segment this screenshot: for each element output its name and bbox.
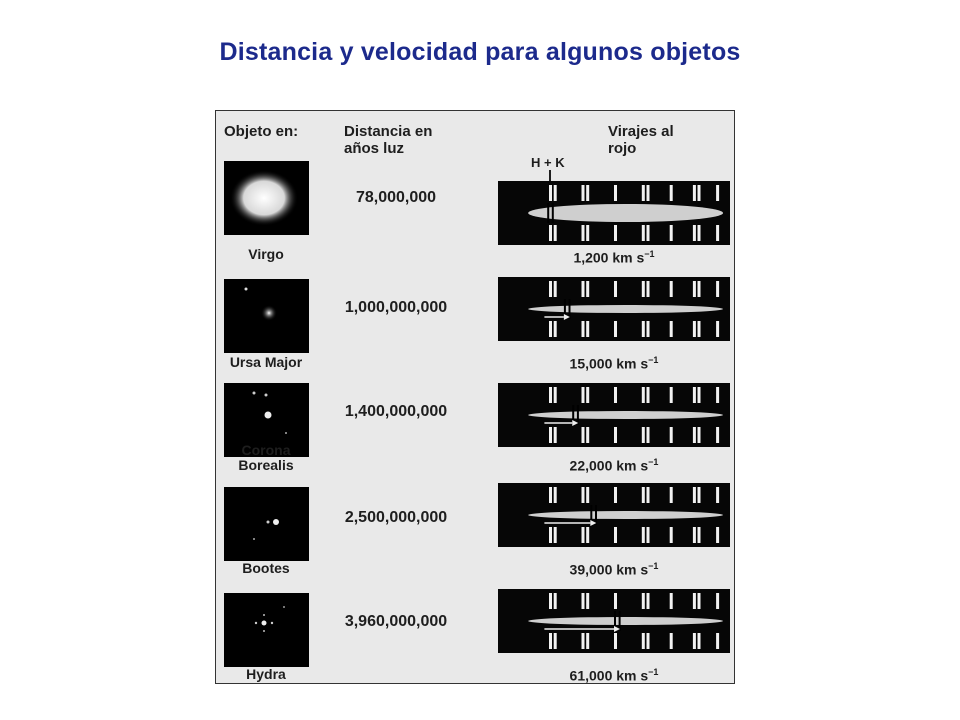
- lamp-line-bottom: [554, 427, 557, 443]
- spectrum-hydra: [498, 589, 730, 653]
- object-name-bootes: Bootes: [242, 560, 290, 576]
- spectrum-bootes: [498, 483, 730, 547]
- lamp-line-bottom: [582, 225, 585, 241]
- velocity-value-bootes: 39,000 km s: [569, 561, 649, 578]
- header-redshift-line1: Virajes al: [608, 123, 674, 140]
- lamp-line-top: [582, 593, 585, 609]
- lamp-line-bottom: [642, 225, 645, 241]
- lamp-line-top: [614, 387, 617, 403]
- lamp-line-bottom: [693, 225, 696, 241]
- hk-absorption-line: [552, 203, 554, 223]
- lamp-line-bottom: [554, 633, 557, 649]
- lamp-line-bottom: [586, 225, 589, 241]
- galaxy-spectrum-band: [528, 411, 723, 419]
- header-object: Objeto en:: [224, 123, 299, 140]
- lamp-line-bottom: [586, 321, 589, 337]
- object-name-corona-line2: Borealis: [238, 457, 294, 473]
- header-redshift-line2: rojo: [608, 140, 637, 157]
- lamp-line-bottom: [698, 225, 701, 241]
- velocity-hydra: [498, 667, 730, 684]
- lamp-line-top: [647, 593, 650, 609]
- lamp-line-top: [716, 185, 719, 201]
- galaxy-image-virgo: [224, 161, 309, 235]
- distance-hydra: 3,960,000,000: [344, 613, 448, 630]
- hubble-redshift-figure: [215, 110, 735, 684]
- lamp-line-top: [554, 387, 557, 403]
- lamp-line-top: [614, 281, 617, 297]
- lamp-line-bottom: [586, 527, 589, 543]
- lamp-line-bottom: [670, 225, 673, 241]
- lamp-line-bottom: [647, 527, 650, 543]
- galaxy-spectrum-band: [528, 204, 723, 222]
- lamp-line-top: [647, 281, 650, 297]
- lamp-line-top: [698, 185, 701, 201]
- velocity-unit-exp-corona-borealis: −1: [648, 457, 659, 467]
- velocity-bootes: [498, 561, 730, 578]
- lamp-line-top: [647, 487, 650, 503]
- galaxy-spectrum-band: [528, 617, 723, 625]
- lamp-line-bottom: [670, 427, 673, 443]
- velocity-value-virgo: 1,200 km s: [573, 249, 645, 266]
- lamp-line-top: [586, 593, 589, 609]
- lamp-line-bottom: [614, 633, 617, 649]
- lamp-line-top: [642, 281, 645, 297]
- hk-label: H + K: [531, 155, 565, 170]
- lamp-line-top: [582, 281, 585, 297]
- lamp-line-top: [670, 281, 673, 297]
- spectrum-virgo: [498, 181, 730, 245]
- lamp-line-bottom: [693, 321, 696, 337]
- lamp-line-top: [554, 593, 557, 609]
- galaxy-spectrum-band: [528, 511, 723, 519]
- lamp-line-top: [698, 487, 701, 503]
- header-redshift: [608, 123, 674, 157]
- lamp-line-bottom: [716, 527, 719, 543]
- lamp-line-top: [670, 185, 673, 201]
- lamp-line-bottom: [642, 427, 645, 443]
- lamp-line-bottom: [670, 633, 673, 649]
- velocity-virgo: [498, 249, 730, 266]
- lamp-line-bottom: [614, 527, 617, 543]
- lamp-line-bottom: [549, 225, 552, 241]
- spectrum-corona-borealis: [498, 383, 730, 447]
- velocity-unit-exp-ursa-major: −1: [648, 355, 659, 365]
- galaxy-image-hydra: [224, 593, 309, 667]
- hk-absorption-line: [547, 203, 549, 223]
- velocity-value-corona-borealis: 22,000 km s: [569, 457, 649, 474]
- lamp-line-bottom: [698, 633, 701, 649]
- lamp-line-top: [670, 487, 673, 503]
- hk-absorption-line: [595, 505, 597, 525]
- lamp-line-bottom: [647, 321, 650, 337]
- lamp-line-bottom: [716, 633, 719, 649]
- object-name-hydra: Hydra: [246, 666, 286, 682]
- lamp-line-bottom: [693, 633, 696, 649]
- velocity-value-hydra: 61,000 km s: [569, 667, 649, 684]
- lamp-line-bottom: [614, 427, 617, 443]
- lamp-line-bottom: [716, 225, 719, 241]
- velocity-unit-exp-bootes: −1: [648, 561, 659, 571]
- lamp-line-top: [549, 387, 552, 403]
- lamp-line-top: [647, 387, 650, 403]
- header-distance-line1: Distancia en: [344, 123, 433, 140]
- lamp-line-bottom: [549, 527, 552, 543]
- object-name-corona-line1: Corona: [241, 442, 291, 458]
- lamp-line-bottom: [549, 427, 552, 443]
- lamp-line-bottom: [716, 427, 719, 443]
- lamp-line-bottom: [554, 225, 557, 241]
- velocity-ursa-major: [498, 355, 730, 372]
- lamp-line-top: [549, 593, 552, 609]
- lamp-line-top: [586, 387, 589, 403]
- galaxy-spectrum-band: [528, 305, 723, 313]
- hk-absorption-line: [619, 611, 621, 631]
- lamp-line-bottom: [698, 321, 701, 337]
- distance-corona-borealis: 1,400,000,000: [344, 403, 448, 420]
- distance-virgo: 78,000,000: [355, 189, 437, 206]
- spectrum-ursa-major: [498, 277, 730, 341]
- lamp-line-bottom: [670, 527, 673, 543]
- velocity-corona-borealis: [498, 457, 730, 474]
- lamp-line-top: [642, 487, 645, 503]
- velocity-unit-exp-hydra: −1: [648, 667, 659, 677]
- lamp-line-top: [716, 487, 719, 503]
- lamp-line-top: [582, 487, 585, 503]
- lamp-line-top: [716, 593, 719, 609]
- lamp-line-bottom: [693, 527, 696, 543]
- object-name-corona-borealis: [216, 443, 316, 473]
- lamp-line-top: [642, 387, 645, 403]
- lamp-line-bottom: [716, 321, 719, 337]
- lamp-line-bottom: [582, 321, 585, 337]
- lamp-line-bottom: [582, 527, 585, 543]
- lamp-line-bottom: [586, 427, 589, 443]
- lamp-line-bottom: [582, 427, 585, 443]
- lamp-line-bottom: [549, 321, 552, 337]
- lamp-line-bottom: [647, 633, 650, 649]
- lamp-line-top: [549, 185, 552, 201]
- slide-title: Distancia y velocidad para algunos objetos: [219, 38, 741, 66]
- velocity-value-ursa-major: 15,000 km s: [569, 355, 649, 372]
- lamp-line-top: [549, 281, 552, 297]
- lamp-line-bottom: [554, 527, 557, 543]
- galaxy-image-bootes: [224, 487, 309, 561]
- lamp-line-top: [716, 281, 719, 297]
- lamp-line-top: [582, 387, 585, 403]
- lamp-line-top: [614, 185, 617, 201]
- lamp-line-top: [554, 487, 557, 503]
- lamp-line-bottom: [642, 321, 645, 337]
- lamp-line-top: [586, 185, 589, 201]
- object-name-virgo: Virgo: [248, 246, 284, 262]
- lamp-line-bottom: [647, 427, 650, 443]
- lamp-line-bottom: [698, 427, 701, 443]
- lamp-line-top: [716, 387, 719, 403]
- lamp-line-bottom: [554, 321, 557, 337]
- distance-bootes: 2,500,000,000: [344, 509, 448, 526]
- lamp-line-bottom: [642, 527, 645, 543]
- hk-absorption-line: [569, 299, 571, 319]
- lamp-line-top: [614, 487, 617, 503]
- object-name-ursa-major: Ursa Major: [229, 354, 303, 370]
- lamp-line-top: [693, 593, 696, 609]
- lamp-line-bottom: [642, 633, 645, 649]
- lamp-line-top: [698, 593, 701, 609]
- lamp-line-top: [582, 185, 585, 201]
- lamp-line-top: [670, 593, 673, 609]
- lamp-line-top: [670, 387, 673, 403]
- lamp-line-top: [693, 487, 696, 503]
- lamp-line-top: [642, 185, 645, 201]
- lamp-line-top: [693, 185, 696, 201]
- lamp-line-top: [554, 281, 557, 297]
- lamp-line-top: [693, 281, 696, 297]
- distance-ursa-major: 1,000,000,000: [344, 299, 448, 316]
- lamp-line-top: [549, 487, 552, 503]
- lamp-line-bottom: [582, 633, 585, 649]
- lamp-line-top: [554, 185, 557, 201]
- lamp-line-top: [693, 387, 696, 403]
- lamp-line-top: [614, 593, 617, 609]
- lamp-line-bottom: [698, 527, 701, 543]
- galaxy-image-ursa-major: [224, 279, 309, 353]
- hk-absorption-line: [577, 405, 579, 425]
- lamp-line-bottom: [586, 633, 589, 649]
- lamp-line-top: [642, 593, 645, 609]
- lamp-line-top: [698, 387, 701, 403]
- lamp-line-bottom: [614, 321, 617, 337]
- lamp-line-bottom: [693, 427, 696, 443]
- lamp-line-top: [586, 281, 589, 297]
- lamp-line-top: [647, 185, 650, 201]
- lamp-line-top: [698, 281, 701, 297]
- velocity-unit-exp-virgo: −1: [644, 249, 655, 259]
- lamp-line-bottom: [549, 633, 552, 649]
- lamp-line-bottom: [614, 225, 617, 241]
- lamp-line-bottom: [647, 225, 650, 241]
- header-distance: [344, 123, 432, 157]
- lamp-line-bottom: [670, 321, 673, 337]
- lamp-line-top: [586, 487, 589, 503]
- header-distance-line2: años luz: [344, 140, 405, 157]
